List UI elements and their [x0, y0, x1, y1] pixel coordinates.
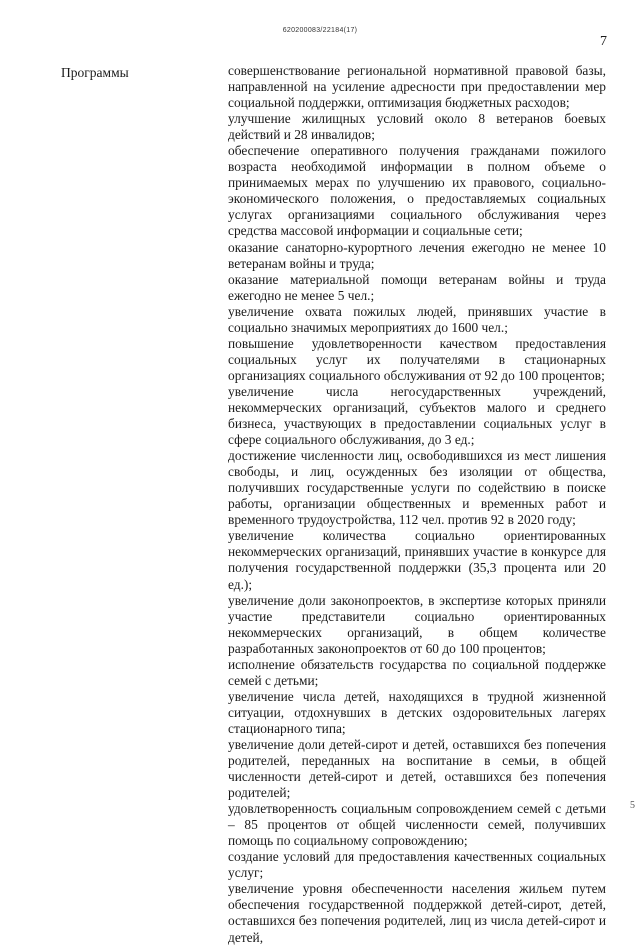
paragraph: увеличение количества социально ориентированных некоммерческих организаций, принявших участие в конкурсе для получения государственной поддержки (35,3 процента или 20 ед.);: [228, 528, 606, 592]
paragraph: достижение численности лиц, освободившихся из мест лишения свободы, и лиц, осужденных без изоляции от общества, получивших государственные услуги по содействию в поиске работы, организации общественных и временных работ и временного трудоустройства, 112 чел. против 92 в 2020 году;: [228, 448, 606, 528]
paragraph: увеличение числа детей, находящихся в трудной жизненной ситуации, отдохнувших в детских оздоровительных лагерях стационарного типа;: [228, 688, 606, 736]
paragraph: увеличение охвата пожилых людей, принявших участие в социально значимых мероприятиях до 1600 чел.;: [228, 303, 606, 335]
document-code: 620200083/22184(17): [282, 27, 358, 34]
expected-results-text: [228, 63, 606, 946]
paragraph: совершенствование региональной нормативной правовой базы, направленной на усиление адресности при предоставлении мер социальной поддержки, оптимизация бюджетных расходов;: [228, 63, 606, 111]
page-number: 7: [600, 34, 607, 49]
paragraph: удовлетворенность социальным сопровождением семей с детьми – 85 процентов от общей численности семей, получивших помощь по социальному сопровождению;: [228, 801, 606, 849]
paragraph: увеличение доли детей-сирот и детей, оставшихся без попечения родителей, переданных на воспитание в семьи, в общей численности детей-сирот и детей, оставшихся без попечения родителей;: [228, 736, 606, 801]
paragraph: обеспечение оперативного получения гражданами пожилого возраста необходимой информации в полном объеме о принимаемых мерах по улучшению их правового, социально-экономического положения, о предоставляемых социальных услугах организациями социального обслуживания через средства массовой информации и социальные сети;: [228, 143, 606, 239]
paragraph: создание условий для предоставления качественных социальных услуг;: [228, 849, 606, 881]
paragraph: увеличение числа негосударственных учреждений, некоммерческих организаций, субъектов малого и среднего бизнеса, участвующих в предоставлении социальных услуг в сфере социального обслуживания, до 3 ед.;: [228, 383, 606, 448]
section-label: Программы: [61, 65, 129, 80]
paragraph: улучшение жилищных условий около 8 ветеранов боевых действий и 28 инвалидов;: [228, 111, 606, 143]
paragraph: оказание материальной помощи ветеранам войны и труда ежегодно не менее 5 чел.;: [228, 271, 606, 303]
paragraph: увеличение доли законопроектов, в экспертизе которых приняли участие представители социально ориентированных некоммерческих организаций, в общем количестве разработанных законопроектов от 60 до 100 процентов;: [228, 592, 606, 656]
paragraph: исполнение обязательств государства по социальной поддержке семей с детьми;: [228, 656, 606, 688]
edge-mark: 5: [630, 800, 635, 811]
paragraph: оказание санаторно-курортного лечения ежегодно не менее 10 ветеранам войны и труда;: [228, 239, 606, 271]
paragraph: увеличение уровня обеспеченности населения жильем путем обеспечения государственной поддержкой детей-сирот, детей, оставшихся без попечения родителей, лиц из числа детей-сирот и детей,: [228, 881, 606, 945]
paragraph: повышение удовлетворенности качеством предоставления социальных услуг их получателями в стационарных организациях социального обслуживания от 92 до 100 процентов;: [228, 335, 606, 383]
